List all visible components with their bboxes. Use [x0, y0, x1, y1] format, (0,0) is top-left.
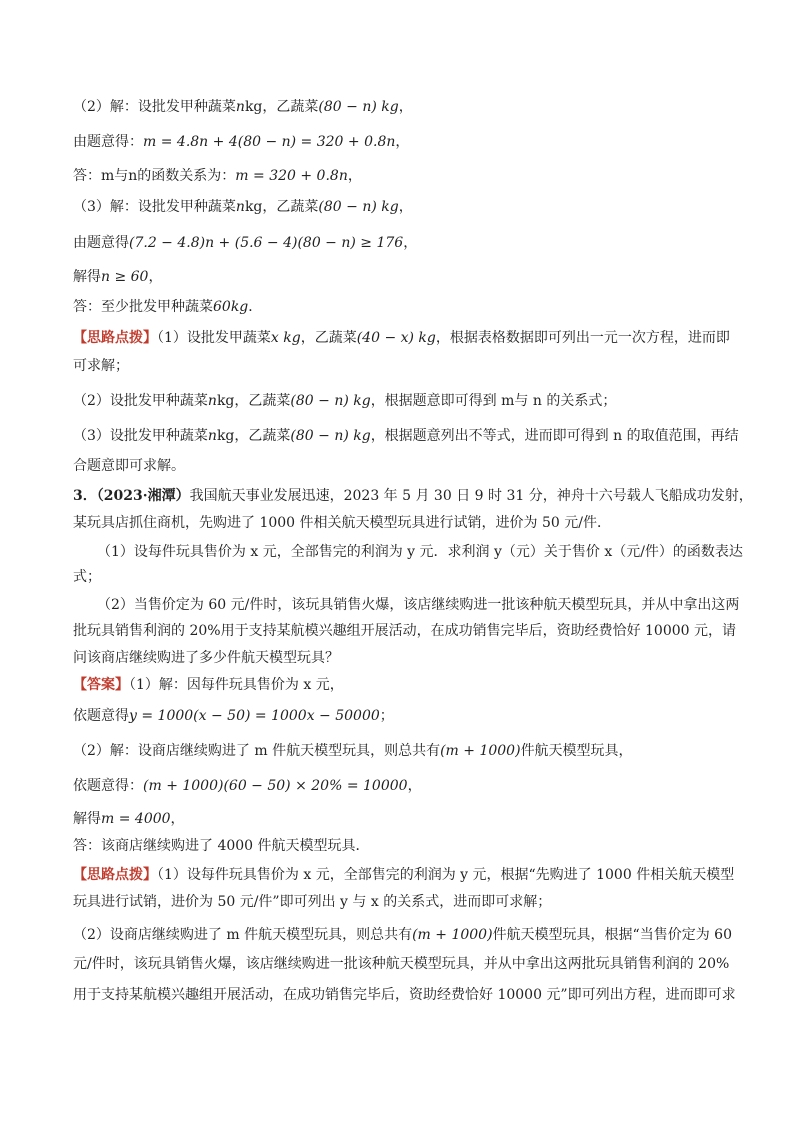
problem-text: 批玩具销售利润的 20%用于支持某航模兴趣组开展活动，在成功销售完毕后，资助经费恰好 10000 元，请	[73, 623, 737, 639]
problem-text: 某玩具店抓住商机，先购进了 1000 件相关航天模型玩具进行试销，进价为 50 元/件．	[73, 515, 611, 531]
answer-line: 答：该商店继续购进了 4000 件航天模型玩具．	[73, 838, 370, 854]
answer-line: 答：m与n的函数关系为：m = 320 + 0.8n，	[73, 168, 362, 184]
hint-line: 可求解；	[73, 358, 129, 374]
solution-part-3-line: （3）解：设批发甲种蔬菜nkg，乙蔬菜(80 − n) kg，	[73, 199, 413, 215]
solution-part-2-line: （2）解：设批发甲种蔬菜nkg，乙蔬菜(80 − n) kg，	[73, 99, 413, 115]
problem-part-2: （2）当售价定为 60 元/件时，该玩具销售火爆，该店继续购进一批该种航天模型玩具，并从中拿出这两	[97, 597, 740, 613]
problem-3-heading: 3．（2023·湘潭）我国航天事业发展迅速，2023 年 5 月 30 日 9 时 31 分，神舟十六号载人飞船成功发射，	[73, 488, 753, 504]
answer-heading: 【答案】（1）解：因每件玩具售价为 x 元，	[73, 677, 344, 693]
equation-line: 由题意得：m = 4.8n + 4(80 − n) = 320 + 0.8n，	[73, 134, 410, 150]
solve-line: 解得n ≥ 60，	[73, 269, 163, 285]
hint-line: 用于支持某航模兴趣组开展活动，在成功销售完毕后，资助经费恰好 10000 元”即可列出方程，进而即可求	[73, 987, 736, 1003]
solve-line: 解得m = 4000，	[73, 811, 185, 827]
hint-line: （2）设批发甲种蔬菜nkg，乙蔬菜(80 − n) kg，根据题意即可得到 m与 n 的关系式；	[73, 393, 617, 409]
problem-part-1: （1）设每件玩具售价为 x 元，全部售完的利润为 y 元．求利润 y（元）关于售价 x（元/件）的函数表达	[97, 544, 743, 560]
hint-line: 【思路点拨】（1）设每件玩具售价为 x 元，全部售完的利润为 y 元，根据“先购进了 1000 件相关航天模型	[73, 867, 735, 883]
hint-line: （3）设批发甲种蔬菜nkg，乙蔬菜(80 − n) kg，根据题意列出不等式，进而即可得到 n 的取值范围，再结	[73, 428, 739, 444]
problem-text: 问该商店继续购进了多少件航天模型玩具？	[73, 650, 339, 666]
solution-part-2-line: （2）解：设商店继续购进了 m 件航天模型玩具，则总共有(m + 1000)件航天模型玩具，	[73, 743, 633, 759]
equation-line: 依题意得：(m + 1000)(60 − 50) × 20% = 10000，	[73, 778, 422, 794]
hint-line: 玩具进行试销，进价为 50 元/件”即可列出 y 与 x 的关系式，进而即可求解；	[73, 894, 552, 910]
hint-line: 【思路点拨】（1）设批发甲蔬菜x kg，乙蔬菜(40 − x) kg，根据表格数据即可列出一元一次方程，进而即	[73, 330, 730, 346]
hint-line: 元/件时，该玩具销售火爆，该店继续购进一批该种航天模型玩具，并从中拿出这两批玩具销售利润的 20%	[73, 956, 730, 972]
hint-line: （2）设商店继续购进了 m 件航天模型玩具，则总共有(m + 1000)件航天模型玩具，根据“当售价定为 60	[73, 927, 732, 943]
inequality-line: 由题意得(7.2 − 4.8)n + (5.6 − 4)(80 − n) ≥ 176，	[73, 235, 418, 251]
problem-text: 式；	[73, 569, 101, 585]
equation-line: 依题意得y = 1000(x − 50) = 1000x − 50000；	[73, 708, 394, 724]
answer-line: 答：至少批发甲种蔬菜60kg．	[73, 299, 263, 315]
hint-line: 合题意即可求解。	[73, 458, 185, 474]
